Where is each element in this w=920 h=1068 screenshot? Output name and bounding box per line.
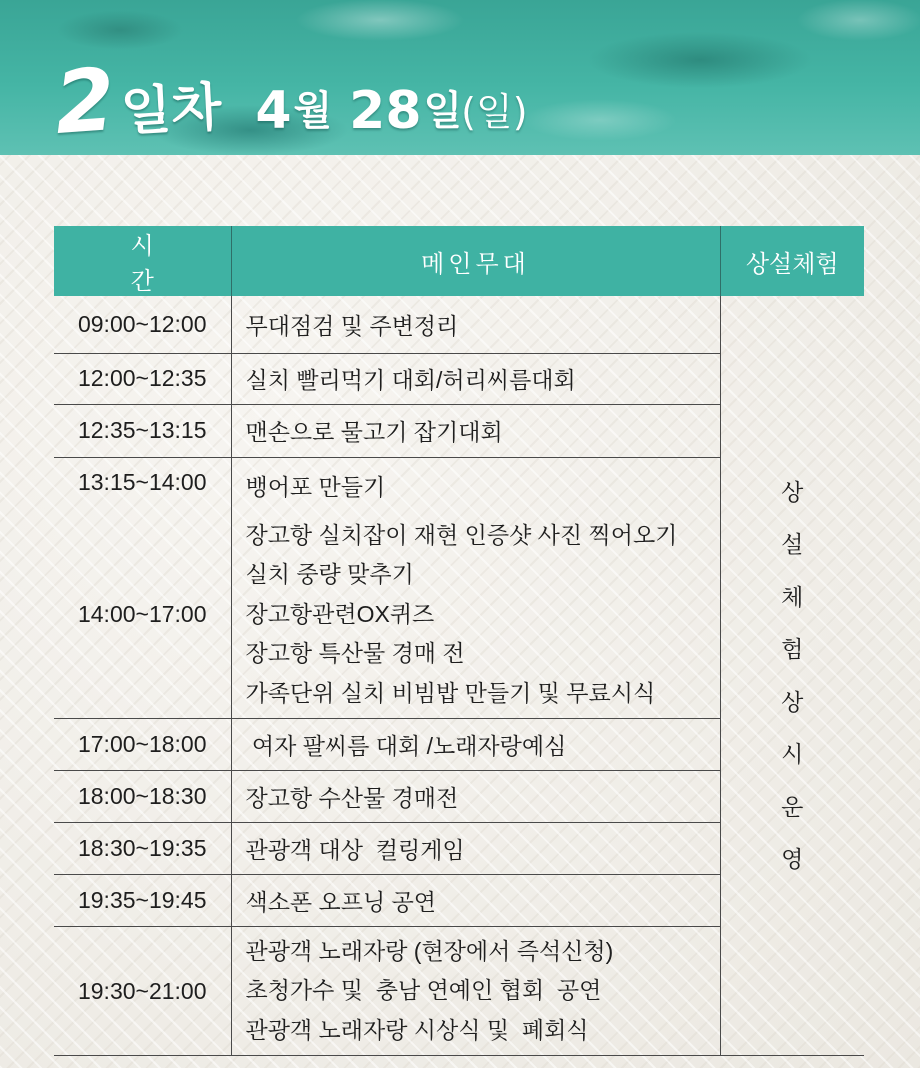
day-number: 2 <box>51 50 119 154</box>
time-cell: 12:35~13:15 <box>54 404 231 457</box>
day-title <box>51 50 528 154</box>
program-line: 실치 빨리먹기 대회/허리씨름대회 <box>245 367 576 393</box>
program-line: 장고항 실치잡이 재현 인증샷 사진 찍어오기 <box>245 521 678 548</box>
schedule-table <box>54 226 864 1056</box>
program-line: 관광객 노래자랑 시상식 및 폐회식 <box>245 1016 589 1043</box>
time-cell: 17:00~18:00 <box>54 719 231 771</box>
table-row <box>54 296 864 353</box>
day-of-month: 28 <box>349 81 422 141</box>
header-banner <box>0 0 920 155</box>
header-main-stage: 메인무대 <box>231 226 720 296</box>
time-cell: 19:35~19:45 <box>54 875 231 927</box>
header-permanent: 상설체험 <box>720 226 864 296</box>
day-unit: 일 <box>423 88 462 134</box>
program-line: 장고항 특산물 경매 전 <box>245 640 465 666</box>
time-cell: 18:00~18:30 <box>54 771 231 823</box>
weekday: (일) <box>461 90 528 134</box>
permanent-text: 상설체험상시운영 <box>781 478 804 872</box>
month-unit: 월 <box>293 88 332 134</box>
program-cell <box>231 457 720 511</box>
permanent-cell <box>720 296 864 1056</box>
time-cell: 12:00~12:35 <box>54 353 231 404</box>
day-label: 일차 <box>119 77 223 143</box>
program-cell <box>231 353 720 404</box>
program-line: 관광객 노래자랑 (현장에서 즉석신청) <box>245 937 614 964</box>
program-line: 무대점검 및 주변정리 <box>245 312 459 339</box>
program-cell <box>231 296 720 353</box>
program-line: 관광객 대상 컬링게임 <box>245 837 465 863</box>
program-line: 가족단위 실치 비빔밥 만들기 및 무료시식 <box>245 679 656 706</box>
time-cell: 18:30~19:35 <box>54 823 231 875</box>
program-cell <box>231 404 720 457</box>
program-line: 장고항 수산물 경매전 <box>245 785 459 811</box>
time-cell: 09:00~12:00 <box>54 296 231 353</box>
program-line: 뱅어포 만들기 <box>245 473 386 500</box>
program-line: 실치 중량 맞추기 <box>245 561 414 587</box>
header-time: 시 간 <box>54 226 231 296</box>
program-cell <box>231 927 720 1056</box>
table-header-row <box>54 226 864 296</box>
time-cell: 14:00~17:00 <box>54 511 231 719</box>
program-cell <box>231 719 720 771</box>
program-line: 여자 팔씨름 대회 /노래자랑예심 <box>245 733 567 759</box>
program-cell <box>231 823 720 875</box>
program-line: 맨손으로 물고기 잡기대회 <box>245 419 503 445</box>
program-cell <box>231 875 720 927</box>
time-cell: 13:15~14:00 <box>54 457 231 511</box>
month-number: 4 <box>255 81 292 141</box>
program-line: 초청가수 및 충남 연예인 협회 공연 <box>245 977 602 1004</box>
time-cell: 19:30~21:00 <box>54 927 231 1056</box>
program-cell <box>231 511 720 719</box>
program-cell <box>231 771 720 823</box>
program-line: 장고항관련OX퀴즈 <box>245 600 435 627</box>
program-line: 색소폰 오프닝 공연 <box>245 889 437 915</box>
